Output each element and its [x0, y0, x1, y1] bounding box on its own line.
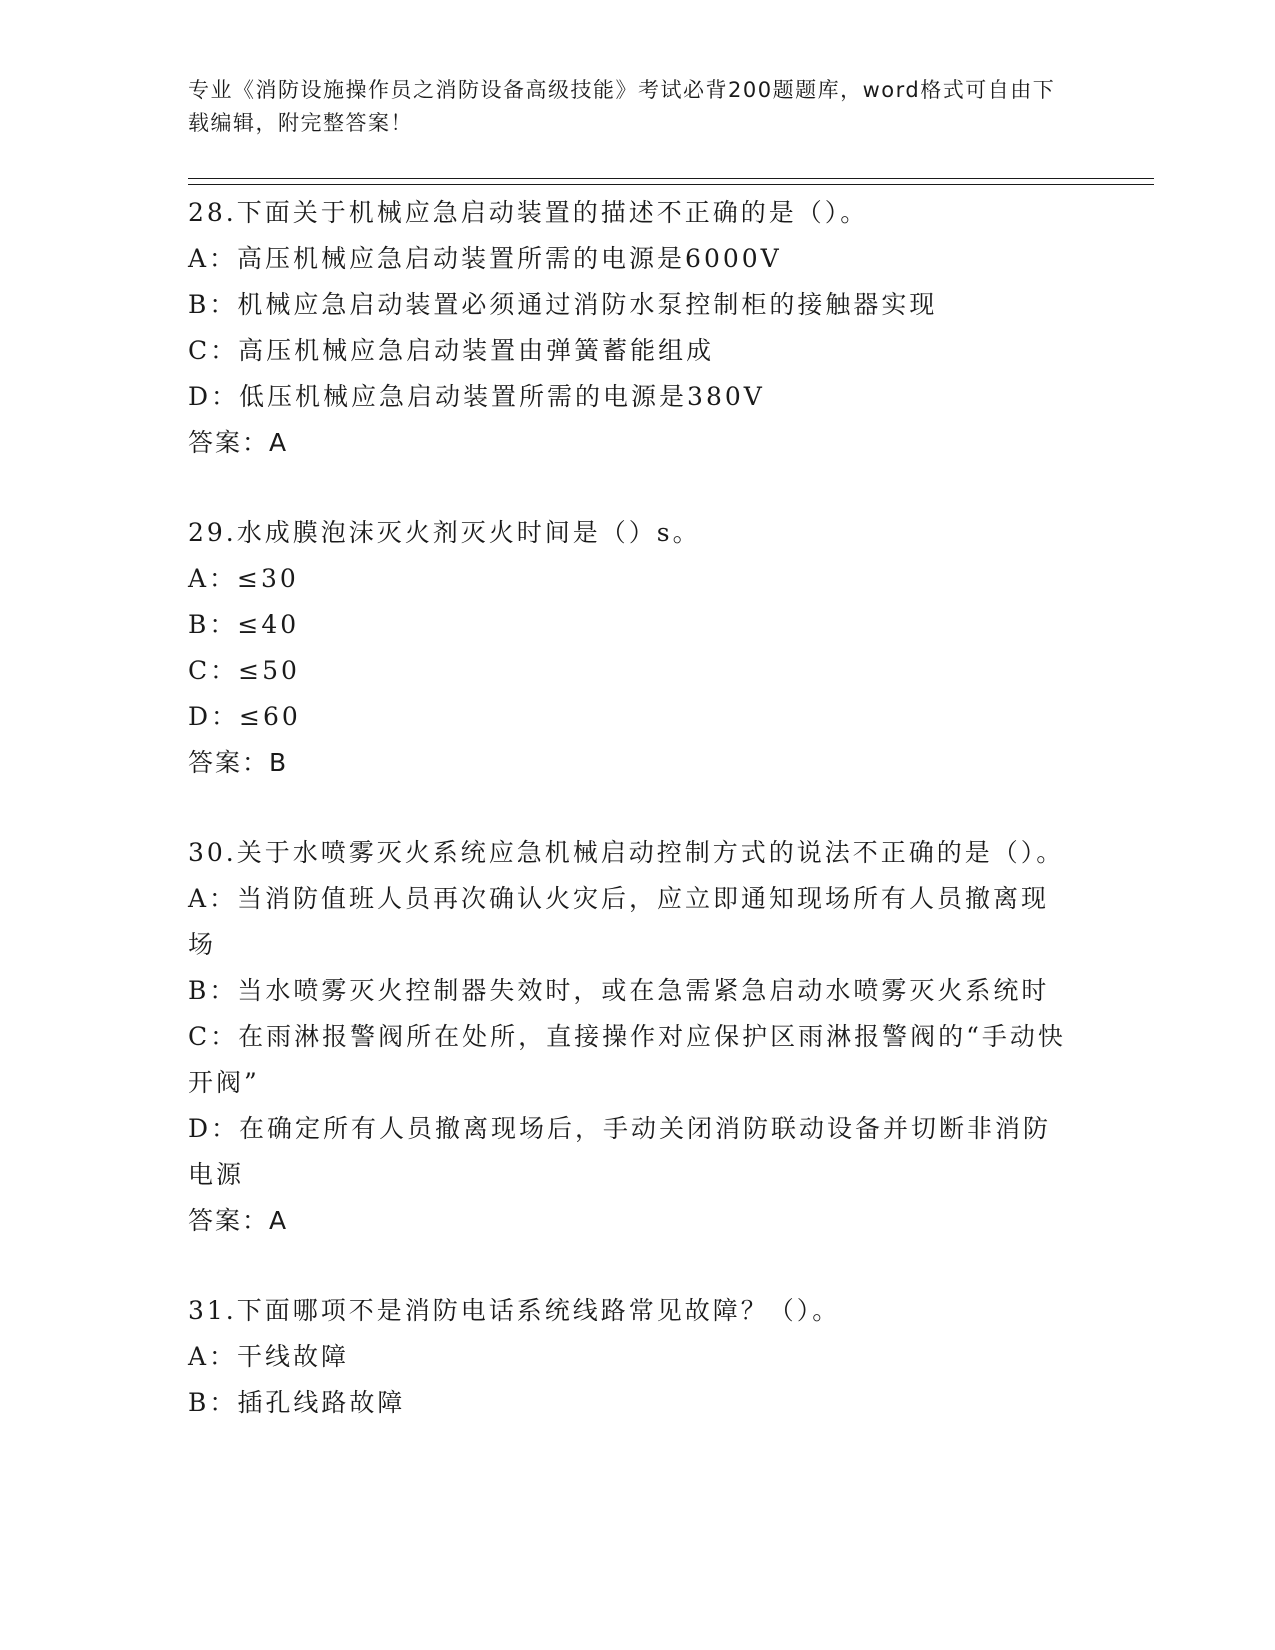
option-b: B：插孔线路故障 — [188, 1388, 406, 1417]
option-a: A：高压机械应急启动装置所需的电源是6000V — [188, 244, 782, 273]
answer: 答案：A — [188, 1206, 289, 1235]
answer: 答案：B — [188, 748, 289, 777]
option-d: D：≤60 — [188, 702, 301, 731]
question-list — [188, 190, 1068, 1470]
question-stem: 31.下面哪项不是消防电话系统线路常见故障？（）。 — [188, 1296, 841, 1325]
question-29 — [188, 510, 1068, 786]
question-stem: 30.关于水喷雾灭火系统应急机械启动控制方式的说法不正确的是（）。 — [188, 838, 1065, 867]
question-stem: 29.水成膜泡沫灭火剂灭火时间是（）s。 — [188, 518, 701, 547]
option-a: A：当消防值班人员再次确认火灾后，应立即通知现场所有人员撤离现场 — [188, 884, 1050, 959]
option-b: B：机械应急启动装置必须通过消防水泵控制柜的接触器实现 — [188, 290, 938, 319]
option-a: A：≤30 — [188, 564, 299, 593]
option-b: B：当水喷雾灭火控制器失效时，或在急需紧急启动水喷雾灭火系统时 — [188, 976, 1050, 1005]
option-b: B：≤40 — [188, 610, 300, 639]
header-divider-top — [188, 178, 1154, 179]
option-c: C：≤50 — [188, 656, 300, 685]
answer: 答案：A — [188, 428, 289, 457]
question-stem: 28.下面关于机械应急启动装置的描述不正确的是（）。 — [188, 198, 869, 227]
question-28 — [188, 190, 1068, 466]
document-header: 专业《消防设施操作员之消防设备高级技能》考试必背200题题库，word格式可自由下载编辑，附完整答案！ — [188, 78, 1056, 135]
option-c: C：高压机械应急启动装置由弹簧蓄能组成 — [188, 336, 715, 365]
option-a: A：干线故障 — [188, 1342, 350, 1371]
question-30 — [188, 830, 1068, 1244]
question-31 — [188, 1288, 1068, 1426]
option-d: D：在确定所有人员撤离现场后，手动关闭消防联动设备并切断非消防电源 — [188, 1114, 1052, 1189]
option-c: C：在雨淋报警阀所在处所，直接操作对应保护区雨淋报警阀的“手动快开阀” — [188, 1022, 1066, 1097]
header-divider-bottom — [188, 184, 1154, 185]
option-d: D：低压机械应急启动装置所需的电源是380V — [188, 382, 765, 411]
